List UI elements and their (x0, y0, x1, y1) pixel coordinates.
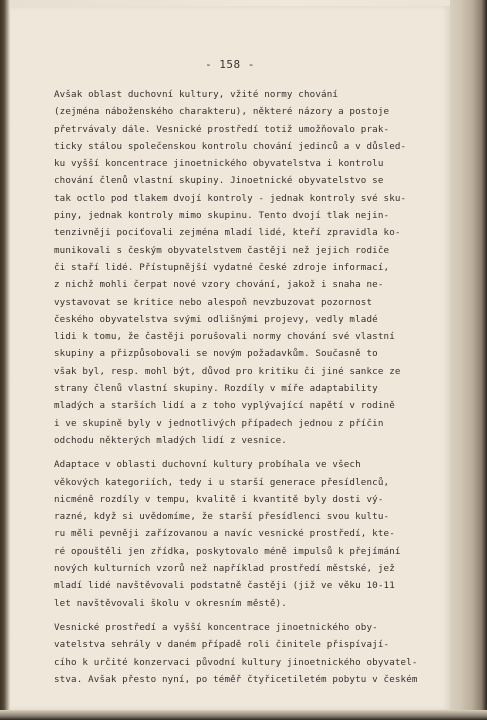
text-line: ku vyšší koncentrace jinoetnického obyvatelstva i kontrolu (54, 158, 384, 170)
paragraph (54, 456, 446, 612)
text-line: piny, jednak kontroly mimo skupinu. Tento dvojí tlak nejin- (54, 210, 390, 222)
text-line: munikovali s českým obyvatelstvem častěji než jejich rodiče (54, 244, 390, 256)
text-line: však byl, resp. mohl být, důvod pro kritiku či jiné sankce ze (54, 365, 401, 377)
text-line: cího k určité konzervaci původní kultury jinoetnického obyvatel- (54, 656, 418, 668)
text-line: vatelstva sehrály v daném případě roli činitele přispívají- (54, 639, 390, 651)
text-line: nových kulturních vzorů než například prostředí městské, jež (54, 563, 395, 575)
text-line: let navštěvovali školu v okresním městě). (54, 597, 287, 609)
book-edge-right (450, 0, 487, 720)
book-edge-bottom (0, 710, 487, 720)
paragraph (54, 619, 446, 688)
text-line: mladých a starších lidí a z toho vyplývající napětí v rodině (54, 400, 395, 412)
page-number: - 158 - (205, 58, 255, 71)
text-line: vystavovat se kritice nebo alespoň nevzbuzovat pozornost (54, 296, 373, 308)
text-line: razné, když si uvědomíme, že starší přesídlenci svou kultu- (54, 511, 390, 523)
text-line: tak octlo pod tlakem dvojí kontroly - jednak kontroly své sku- (54, 192, 407, 204)
text-line: věkových kategoriích, tedy i u starší generace přesídlenců, (54, 476, 390, 488)
text-line: ru měli pevněji zařízovanou a navíc vesnické prostředí, kte- (54, 528, 395, 540)
paragraph (54, 86, 446, 449)
text-line: či staří lidé. Přístupnější vydatné české zdroje informací, (54, 261, 390, 273)
text-line: ré opouštěli jen zřídka, poskytovalo méně impulsů k přejímání (54, 545, 401, 557)
text-line: stva. Avšak přesto nyní, po téměř čtyřicetiletém pobytu v českém (54, 673, 418, 685)
text-line: z nichž mohli čerpat nové vzory chování, jakož i snaha ne- (54, 279, 384, 291)
body-text (54, 86, 446, 688)
text-line: skupiny a přizpůsobovali se novým požadavkům. Současně to (54, 348, 378, 360)
text-line: i ve skupině byly v jednotlivých případech jednou z příčin (54, 417, 384, 429)
text-line: českého obyvatelstva svými odlišnými projevy, vedly mladé (54, 313, 378, 325)
text-line: odchodu některých mladých lidí z vesnice. (54, 434, 287, 446)
text-line: strany členů vlastní skupiny. Rozdíly v míře adaptability (54, 383, 378, 395)
text-line: Avšak oblast duchovní kultury, vžité normy chování (54, 89, 339, 100)
text-line: tenzivněji pociťovali zejména mladí lidé, kteří zpravidla ko- (54, 227, 401, 239)
text-line: chování členů vlastní skupiny. Jinoetnické obyvatelstvo se (54, 175, 384, 187)
text-line: Adaptace v oblasti duchovní kultury probíhala ve všech (54, 459, 361, 471)
text-line: (zejména náboženského charakteru), některé názory a postoje (54, 106, 390, 118)
text-line: lidi k tomu, že častěji porušovali normy chování své vlastní (54, 331, 395, 343)
paragraph-gap (54, 449, 446, 456)
text-line: přetrvávaly dále. Vesnické prostředí totiž umožňovalo prak- (54, 123, 390, 135)
text-line: ticky stálou společenskou kontrolu chování jedinců a v důsled- (54, 140, 407, 152)
text-line: mladí lidé navštěvovali podstatně častěji (již ve věku 10-11 (54, 580, 395, 592)
paper-sheet (10, 6, 450, 710)
paragraph-gap (54, 612, 446, 619)
text-line: nicméně rozdíly v tempu, kvalitě i kvantitě byly dosti vý- (54, 493, 384, 505)
text-line: Vesnické prostředí a vyšší koncentrace jinoetnického oby- (54, 621, 378, 633)
